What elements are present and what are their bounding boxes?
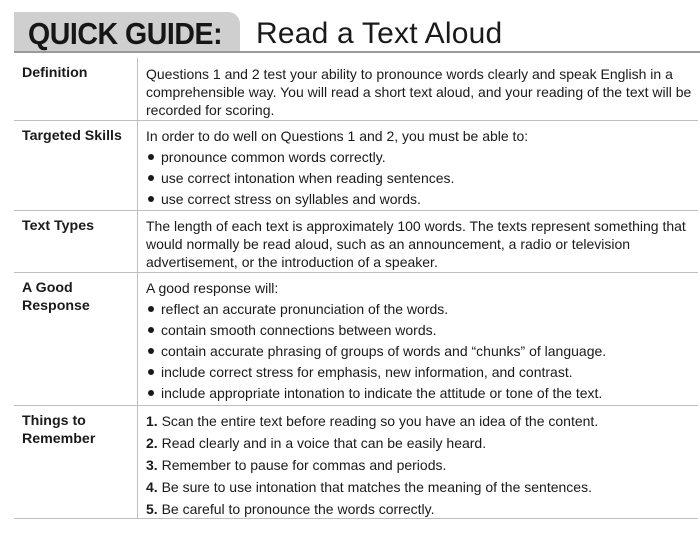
row-label: A Good Response [14,273,138,405]
remember-list [146,412,692,518]
row-content [138,273,698,405]
step-text: Remember to pause for commas and periods. [161,457,447,473]
row-things-to-remember [14,405,698,519]
step-text: Read clearly and in a voice that can be easily heard. [161,435,487,451]
list-item [146,500,692,518]
list-item [146,412,692,430]
response-list [146,300,692,402]
list-item [146,456,692,474]
quick-guide-tab [14,12,240,52]
step-number: 5. [146,501,158,517]
row-content [138,58,698,120]
row-label: Text Types [14,211,138,272]
row-definition [14,58,698,120]
skills-intro: In order to do well on Questions 1 and 2, you must be able to: [146,128,529,144]
row-label: Things to Remember [14,406,138,518]
response-intro: A good response will: [146,280,279,296]
list-item: reflect an accurate pronunciation of the words. [146,300,692,318]
list-item: contain smooth connections between words. [146,321,692,339]
step-number: 1. [146,413,158,429]
row-good-response [14,272,698,405]
step-number: 3. [146,457,158,473]
list-item: contain accurate phrasing of groups of words and “chunks” of language. [146,342,692,360]
row-label: Targeted Skills [14,121,138,210]
step-number: 2. [146,435,158,451]
list-item: pronounce common words correctly. [146,148,692,166]
list-item [146,434,692,452]
list-item: include correct stress for emphasis, new information, and contrast. [146,363,692,381]
step-number: 4. [146,479,158,495]
page-title: Read a Text Aloud [256,17,503,50]
row-targeted-skills [14,120,698,210]
skills-list [146,148,692,208]
step-text: Be careful to pronounce the words correctly. [161,501,435,517]
guide-header [14,12,700,52]
row-label: Definition [14,58,138,120]
text-types-text: The length of each text is approximately 100 words. The texts represent something that would normally be read aloud, such as an announcement, a radio or television advertisement, or the introduction of a speaker. [146,218,686,270]
list-item: use correct intonation when reading sentences. [146,169,692,187]
quick-guide-label: QUICK GUIDE: [28,16,223,51]
definition-text: Questions 1 and 2 test your ability to pronounce words clearly and speak English in a comprehensible way. You will read a short text aloud, and your reading of the text will be recorded for scoring. [146,66,692,118]
step-text: Scan the entire text before reading so you have an idea of the content. [161,413,599,429]
quick-guide-table [14,58,698,519]
row-text-types [14,210,698,272]
list-item: use correct stress on syllables and words. [146,190,692,208]
row-content [138,121,698,210]
header-divider [14,51,700,53]
step-text: Be sure to use intonation that matches the meaning of the sentences. [161,479,592,495]
list-item [146,478,692,496]
row-content [138,406,698,518]
list-item: include appropriate intonation to indicate the attitude or tone of the text. [146,384,692,402]
row-content [138,211,698,272]
